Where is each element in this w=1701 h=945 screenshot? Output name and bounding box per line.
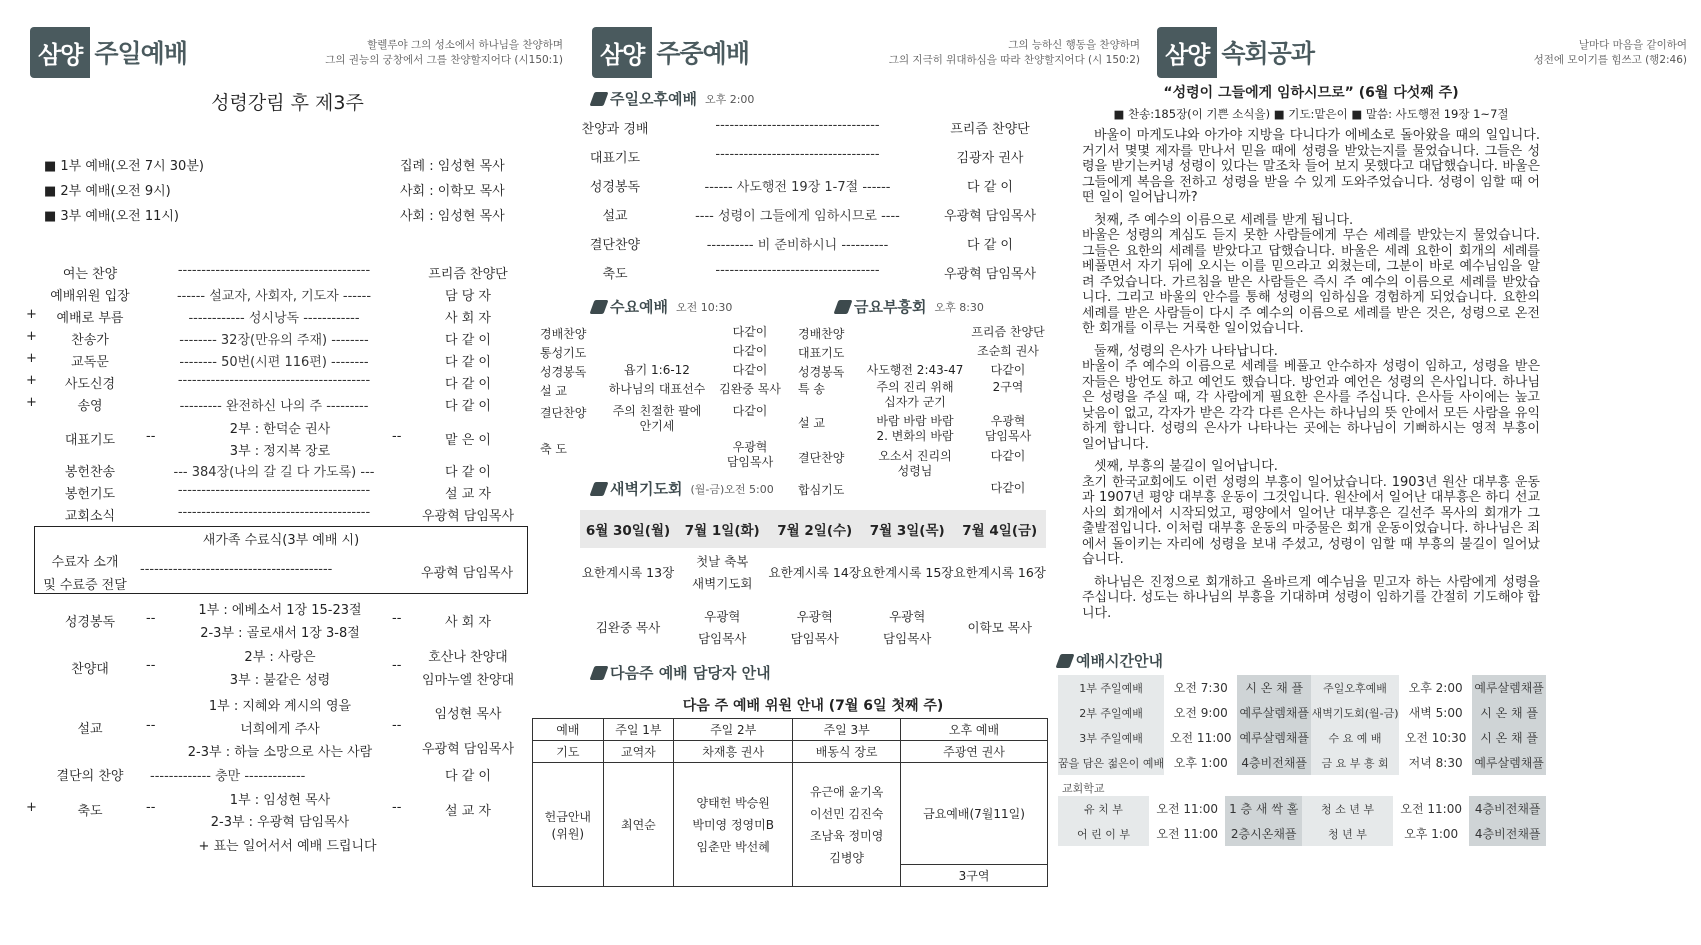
box-item: 및 수료증 전달 <box>43 578 127 593</box>
order-detail: ------------ 성시낭독 ------------ <box>188 311 360 326</box>
dash: -- <box>146 429 156 444</box>
dawn-prayer-table <box>580 510 1046 658</box>
order-who: 임성현 목사 <box>434 707 502 722</box>
order-item: 결단찬양 <box>540 406 587 420</box>
prayer-cell: 기도 <box>533 741 604 763</box>
order-item: 찬양대 <box>71 662 109 677</box>
schedule-cell: 2부 주일예배 <box>1058 700 1164 725</box>
stand-mark: + <box>26 395 37 410</box>
dawn-leader: 김완중 목사 <box>595 620 661 635</box>
logo <box>30 26 187 78</box>
logo-title: 속회공과 <box>1221 39 1314 68</box>
order-item: 사도신경 <box>64 377 116 392</box>
table-header: 오후 예배 <box>901 719 1048 741</box>
order-detail: ------ 설교자, 사회자, 기도자 ------ <box>176 289 372 304</box>
schedule-cell: 오후 2:00 <box>1408 681 1463 695</box>
dash: -- <box>146 611 156 626</box>
order-detail: 너희에게 주사 <box>240 722 320 737</box>
logo <box>592 26 749 78</box>
service-leader: 사회 : 이학모 목사 <box>400 184 505 199</box>
lesson-paragraph: 셋째, 부흥의 불길이 일어납니다. 초기 한국교회에도 이런 성령의 부흥이 일어났습니다. 1903년 원산 대부흥 운동과 1907년 평양 대부흥 운동이 그것입니다. 원산에서 일어난 대부흥은 하디 선교사의 회개에서 시작되었고, 평양에서 일어난 대부흥은 길선주 목사의 회개가 그 출발점입니다. 이처럼 대부흥 운동의 마중물은 회개 운동이었습니다. 하나님은 죄에서 돌이키는 자리에 성령을 보내 주셨고, 성령이 임할 때 부흥의 불길이 일어났습니다. <box>1082 459 1540 567</box>
schedule-cell: 시 온 채 플 <box>1237 675 1311 700</box>
section-icon <box>1055 654 1074 668</box>
next-week-table <box>532 718 1048 887</box>
order-item: 설교 <box>77 722 103 737</box>
order-item: 특 송 <box>798 382 825 396</box>
dawn-day: 7월 4일(금) <box>953 510 1046 548</box>
order-who: 조순희 권사 <box>977 344 1039 358</box>
order-item: 찬송가 <box>71 333 109 348</box>
next-week-title: 다음 주 예배 위원 안내 (7월 6일 첫째 주) <box>682 698 944 714</box>
order-item: 봉헌찬송 <box>64 465 116 480</box>
page-title: 성령강림 후 제3주 <box>211 92 364 114</box>
order-detail: 2-3부 : 골로새서 1장 3-8절 <box>200 626 360 641</box>
schedule-cell: 오전 11:00 <box>1156 827 1219 841</box>
order-item: 설 교 <box>798 416 825 430</box>
box-who: 우광혁 담임목사 <box>420 566 514 581</box>
box-title: 새가족 수료식(3부 예배 시) <box>202 533 360 548</box>
order-item: 예배로 부름 <box>56 311 124 326</box>
schedule-cell: 2층시온채플 <box>1225 821 1302 846</box>
section-wednesday: 수요예배 오전 10:30 <box>592 296 732 317</box>
schedule-cell: 시 온 채 플 <box>1472 700 1546 725</box>
order-who: 맡 은 이 <box>445 433 491 448</box>
order-who: 우광혁 담임목사 <box>943 267 1037 282</box>
order-detail: 바람 바람 바람 2. 변화의 바람 <box>876 414 954 443</box>
stand-note: + 표는 일어서서 예배 드립니다 <box>198 839 377 854</box>
order-item: 결단의 찬양 <box>56 769 124 784</box>
prayer-cell: 교역자 <box>603 741 673 763</box>
schedule-cell: 꿈을 담은 젊은이 예배 <box>1058 750 1164 775</box>
order-who: 우광혁 담임목사 <box>421 742 515 757</box>
order-who: 다 같 이 <box>445 355 491 370</box>
stand-mark: + <box>26 329 37 344</box>
header <box>592 26 1140 80</box>
schedule-cell: 4층비전채플 <box>1469 796 1546 821</box>
order-detail: 주의 친절한 팔에 안기세 <box>612 404 702 433</box>
order-detail: ----------------------------------------- <box>177 373 371 388</box>
order-detail: 욥기 1:6-12 <box>624 363 690 377</box>
lesson-paragraph: 바울이 마게도냐와 아가야 지방을 다니다가 에베소로 돌아왔을 때의 일입니다. 거기서 몇몇 제자를 만나서 믿을 때에 성령을 받았는지를 물었습니다. 그들은 성령을 받기는커녕 성령이 있다는 말조차 들어 보지 못했다고 대답했습니다. 바울은 그들에게 복음을 전하고 성령을 받을 수 있게 도와주었습니다. 성령이 임할 때 어떤 일이 일어납니까? <box>1082 128 1540 205</box>
schedule-cell: 어 린 이 부 <box>1058 821 1149 846</box>
service-leader: 집례 : 임성현 목사 <box>400 159 505 174</box>
dawn-leader: 우광혁 담임목사 <box>883 609 932 646</box>
schedule-cell: 시 온 채 플 <box>1472 725 1546 750</box>
section-next-week: 다음주 예배 담당자 안내 <box>592 662 771 683</box>
logo-title: 주중예배 <box>656 39 749 68</box>
order-detail: ---------- 비 준비하시니 ---------- <box>706 238 889 253</box>
dawn-day: 7월 3일(목) <box>861 510 953 548</box>
order-item: 축도 <box>602 267 628 282</box>
dash: -- <box>146 800 156 815</box>
order-detail: 사도행전 2:43-47 <box>866 363 964 377</box>
order-detail: 2-3부 : 우광혁 담임목사 <box>210 815 350 830</box>
box-dash: ----------------------------------------- <box>140 562 333 577</box>
section-icon <box>589 92 608 106</box>
order-who: 프리즘 찬양단 <box>950 122 1030 137</box>
order-item: 결단찬양 <box>589 238 641 253</box>
stand-mark: + <box>26 307 37 322</box>
stand-mark: + <box>26 800 37 815</box>
lesson-paragraph: 둘째, 성령의 은사가 나타납니다. 바울이 주 예수의 이름으로 세례를 베풀고 안수하자 성령이 임하고, 성령을 받은 자들은 방언도 하고 예언도 했습니다. 방언과 예언은 성령의 은사입니다. 하나님은 성령을 주실 때, 각 사람에게 필요한 은사를 주십니다. 은사들 사이에는 높고 낮음이 없고, 각자가 받은 각각 다른 은사는 하나님의 뜻 안에서 모든 사람을 유익하게 합니다. 성령의 은사가 나타나는 곳에는 하나님이 기뻐하시는 영적 부흥이 일어납니다. <box>1082 343 1540 452</box>
order-detail: 2부 : 사랑은 <box>244 650 316 665</box>
school-table <box>1058 796 1546 846</box>
service-time: ■ 3부 예배(오전 11시) <box>44 209 179 224</box>
order-who: 다같이 <box>990 449 1026 463</box>
dawn-text: 첫날 축복 새벽기도회 <box>692 554 753 591</box>
order-who: 우광혁 담임목사 <box>984 414 1032 443</box>
dash: -- <box>392 429 402 444</box>
dash: -- <box>392 658 402 673</box>
order-detail: ----------------------------------- <box>715 263 880 278</box>
dawn-day: 7월 2일(수) <box>768 510 860 548</box>
weekday-worship-column <box>540 0 1140 945</box>
schedule-cell: 1 층 새 싹 홀 <box>1225 796 1302 821</box>
schedule-cell: 예루살렘채플 <box>1237 700 1311 725</box>
schedule-cell: 예루살렘채플 <box>1472 750 1546 775</box>
dawn-leader: 우광혁 담임목사 <box>698 609 747 646</box>
schedule-row <box>1058 750 1546 775</box>
schedule-cell: 3부 주일예배 <box>1058 725 1164 750</box>
schedule-cell: 1부 주일예배 <box>1058 675 1164 700</box>
order-who: 우광혁 담임목사 <box>726 440 774 469</box>
section-schedule: 예배시간안내 <box>1058 650 1163 671</box>
order-who: 2구역 <box>992 380 1024 394</box>
order-detail: 주의 진리 위해 십자가 군기 <box>876 380 954 409</box>
schedule-row <box>1058 725 1546 750</box>
lesson-meta: ■ 찬송:185장(이 기쁜 소식을) ■ 기도:맡은이 ■ 말씀: 사도행전 19장 1~7절 <box>1113 107 1509 121</box>
order-item: 경배찬양 <box>798 327 845 341</box>
order-item: 결단찬양 <box>798 451 845 465</box>
order-who: 다같이 <box>732 404 768 418</box>
dash: -- <box>146 718 156 733</box>
section-dawn: 새벽기도회 (월-금)오전 5:00 <box>592 478 774 499</box>
usher-4b: 3구역 <box>901 865 1048 887</box>
school-label: 교회학교 <box>1062 782 1105 795</box>
order-who: 다같이 <box>990 363 1026 377</box>
schedule-cell: 저녁 8:30 <box>1408 756 1463 770</box>
order-detail: 3부 : 정지복 장로 <box>229 444 331 459</box>
logo-samyang: 삼양 <box>30 27 90 78</box>
order-item: 송영 <box>77 399 103 414</box>
order-item: 대표기도 <box>798 346 845 360</box>
order-detail: ----------------------------------------- <box>177 263 371 278</box>
order-detail: ----------------------------------------- <box>177 505 371 520</box>
order-detail: --- 384장(나의 갈 길 다 가도록) --- <box>173 465 375 480</box>
section-friday: 금요부흥회 오후 8:30 <box>836 296 984 317</box>
schedule-cell: 청 소 년 부 <box>1302 796 1393 821</box>
table-header: 주일 1부 <box>603 719 673 741</box>
prayer-cell: 배동식 장로 <box>793 741 901 763</box>
order-item: 경배찬양 <box>540 327 587 341</box>
dawn-leader: 이학모 목사 <box>967 620 1032 635</box>
logo-samyang: 삼양 <box>1157 27 1217 78</box>
schedule-cell: 오전 7:30 <box>1173 681 1228 695</box>
order-item: 성경봉독 <box>540 365 587 379</box>
order-who: 다같이 <box>732 344 768 358</box>
section-icon <box>589 482 608 496</box>
order-detail: 2-3부 : 하늘 소망으로 사는 사람 <box>187 745 373 760</box>
schedule-cell: 새벽 5:00 <box>1408 706 1463 720</box>
dawn-text: 요한계시록 15장 <box>861 565 954 580</box>
schedule-cell: 오전 11:00 <box>1169 731 1232 745</box>
order-who: 다 같 이 <box>445 399 491 414</box>
order-who: 다 같 이 <box>445 377 491 392</box>
order-item: 봉헌기도 <box>64 487 116 502</box>
dash: -- <box>146 658 156 673</box>
service-time: ■ 2부 예배(오전 9시) <box>44 184 171 199</box>
dash: -- <box>392 611 402 626</box>
schedule-cell: 청 년 부 <box>1302 821 1393 846</box>
order-who: 다 같 이 <box>445 769 491 784</box>
schedule-row <box>1058 821 1546 846</box>
logo-title: 주일예배 <box>94 39 187 68</box>
table-header: 주일 2부 <box>674 719 793 741</box>
usher-4a: 금요예배(7월11일) <box>901 763 1048 865</box>
order-who: 설 교 자 <box>445 487 491 502</box>
section-afternoon: 주일오후예배 오후 2:00 <box>592 88 754 109</box>
order-detail: -------- 50번(시편 116편) -------- <box>179 355 369 370</box>
order-item: 축 도 <box>540 442 567 456</box>
order-detail: ----------------------------------- <box>715 147 880 162</box>
schedule-cell: 오후 1:00 <box>1404 827 1459 841</box>
sunday-worship-column <box>0 0 575 945</box>
usher-label: 헌금안내 (위원) <box>533 763 604 887</box>
order-who: 사 회 자 <box>445 311 491 326</box>
stand-mark: + <box>26 373 37 388</box>
stand-mark: + <box>26 351 37 366</box>
schedule-cell: 예루살렘채플 <box>1237 725 1311 750</box>
header-verse: 할렐루야 그의 성소에서 하나님을 찬양하며 그의 권능의 궁창에서 그를 찬양할지어다 (시150:1) <box>325 39 563 66</box>
order-detail: ----------------------------------------- <box>177 483 371 498</box>
logo-samyang: 삼양 <box>592 27 652 78</box>
order-who: 다 같 이 <box>967 180 1013 195</box>
order-item: 통성기도 <box>540 346 587 360</box>
schedule-cell: 4층비전채플 <box>1469 821 1546 846</box>
order-detail: ----------------------------------- <box>715 118 880 133</box>
dash: -- <box>392 800 402 815</box>
order-who: 사 회 자 <box>445 615 491 630</box>
order-who: 우광혁 담임목사 <box>421 509 515 524</box>
header-verse: 그의 능하신 행동을 찬양하며 그의 지극히 위대하심을 따라 찬양할지어다 (시 150:2) <box>888 39 1140 66</box>
order-item: 찬양과 경배 <box>581 122 649 137</box>
order-who: 다 같 이 <box>445 465 491 480</box>
prayer-cell: 차재흥 권사 <box>674 741 793 763</box>
schedule-row <box>1058 796 1546 821</box>
table-header: 예배 <box>533 719 604 741</box>
schedule-cell: 주일오후예배 <box>1311 675 1399 700</box>
dawn-leader: 우광혁 담임목사 <box>790 609 839 646</box>
order-detail: 3부 : 불같은 성령 <box>229 673 331 688</box>
order-item: 합심기도 <box>798 483 845 497</box>
order-item: 대표기도 <box>64 433 116 448</box>
order-who: 다 같 이 <box>445 333 491 348</box>
service-leader: 사회 : 임성현 목사 <box>400 209 505 224</box>
header-verse: 날마다 마음을 같이하여 성전에 모이기를 힘쓰고 (행2:46) <box>1533 39 1687 66</box>
order-who: 호산나 찬양대 <box>428 650 508 665</box>
order-who: 프리즘 찬양단 <box>971 325 1045 339</box>
order-who: 김완중 목사 <box>719 382 781 396</box>
order-detail: 1부 : 임성현 목사 <box>229 793 331 808</box>
prayer-cell: 주광연 권사 <box>901 741 1048 763</box>
order-detail: 1부 : 지혜와 계시의 영을 <box>208 699 352 714</box>
order-item: 설교 <box>602 209 628 224</box>
usher-3: 유근애 윤기옥 이선민 김진숙 조남육 정미영 김병양 <box>793 763 901 887</box>
order-detail: ------ 사도행전 19장 1-7절 ------ <box>704 180 891 195</box>
schedule-cell: 새벽기도회(월-금) <box>1311 700 1399 725</box>
order-item: 축도 <box>77 804 103 819</box>
schedule-cell: 금 요 부 흥 회 <box>1311 750 1399 775</box>
order-item: 성경봉독 <box>589 180 641 195</box>
order-detail: ---- 성령이 그들에게 임하시므로 ---- <box>695 209 900 224</box>
section-icon <box>833 300 852 314</box>
schedule-cell: 오전 11:00 <box>1156 802 1219 816</box>
usher-1: 최연순 <box>603 763 673 887</box>
order-item: 성경봉독 <box>798 365 845 379</box>
order-who: 다같이 <box>732 325 768 339</box>
order-who: 임마누엘 찬양대 <box>421 673 515 688</box>
schedule-table <box>1058 675 1546 775</box>
schedule-cell: 오전 11:00 <box>1400 802 1462 816</box>
order-who: 다같이 <box>990 481 1026 495</box>
order-item: 교회소식 <box>64 509 116 524</box>
logo <box>1157 26 1314 78</box>
header <box>1157 26 1687 80</box>
lesson-title: “성령이 그들에게 임하시므로” (6월 다섯째 주) <box>1163 85 1459 101</box>
dawn-text: 요한계시록 14장 <box>768 565 861 580</box>
order-who: 김광자 권사 <box>956 151 1024 166</box>
schedule-cell: 오전 9:00 <box>1173 706 1228 720</box>
order-item: 설 교 <box>540 384 567 398</box>
order-who: 담 당 자 <box>445 289 491 304</box>
dawn-day: 7월 1일(화) <box>676 510 768 548</box>
dawn-text: 요한계시록 16장 <box>953 565 1046 580</box>
schedule-cell: 오후 1:00 <box>1173 756 1228 770</box>
schedule-cell: 오전 10:30 <box>1404 731 1467 745</box>
table-header: 주일 3부 <box>793 719 901 741</box>
schedule-cell: 4층비전채플 <box>1237 750 1311 775</box>
service-time: ■ 1부 예배(오전 7시 30분) <box>44 159 204 174</box>
dash: -- <box>392 718 402 733</box>
order-who: 다같이 <box>732 363 768 377</box>
order-who: 프리즘 찬양단 <box>428 267 508 282</box>
order-item: 여는 찬양 <box>62 267 118 282</box>
order-item: 성경봉독 <box>64 615 116 630</box>
order-detail: 하나님의 대표선수 <box>608 382 706 396</box>
schedule-cell: 예루살렘채플 <box>1472 675 1546 700</box>
schedule-row <box>1058 675 1546 700</box>
order-detail: 2부 : 한덕순 권사 <box>229 422 331 437</box>
order-detail: 오소서 진리의 성령님 <box>878 449 952 478</box>
schedule-cell: 수 요 예 배 <box>1311 725 1399 750</box>
order-who: 우광혁 담임목사 <box>943 209 1037 224</box>
lesson-paragraph: 첫째, 주 예수의 이름으로 세례를 받게 됩니다. 바울은 성령의 계심도 듣지 못한 사람들에게 무슨 세례를 받았는지 물었습니다. 그들은 요한의 세례를 받았다고 답했습니다. 바울은 세례 요한이 회개의 세례를 베풀면서 자기 뒤에 오시는 이를 믿으라고 외쳤는데, 그분이 바로 예수님임을 알려 주었습니다. 가르침을 받은 사람들은 즉시 주 예수의 이름으로 세례를 받았습니다. 그리고 바울의 안수를 통해 성령의 임하심을 경험하게 되었습니다. 요한의 세례를 받은 사람들이 다시 주 예수의 이름으로 세례를 받은 것은, 성령으로 온전한 회개를 이루는 거룩한 일이었습니다. <box>1082 212 1540 336</box>
dawn-text: 요한계시록 13장 <box>581 565 675 580</box>
order-item: 예배위원 입장 <box>50 289 130 304</box>
order-detail: --------- 완전하신 나의 주 --------- <box>179 399 369 414</box>
section-icon <box>589 666 608 680</box>
header <box>30 26 563 80</box>
order-who: 설 교 자 <box>445 804 491 819</box>
lesson-paragraph: 하나님은 진정으로 회개하고 올바르게 예수님을 믿고자 하는 사람에게 성령을 주십니다. 성도는 하나님의 부흥을 기대하며 성령이 임하기를 간절히 기도해야 합니다. <box>1082 574 1540 621</box>
dawn-day: 6월 30일(월) <box>580 510 676 548</box>
lesson-body <box>1082 128 1540 628</box>
order-who: 다 같 이 <box>967 238 1013 253</box>
usher-2: 양태헌 박승원 박미영 정영미B 임춘만 박선혜 <box>674 763 793 887</box>
order-detail: 1부 : 에베소서 1장 15-23절 <box>198 603 362 618</box>
order-item: 대표기도 <box>589 151 641 166</box>
order-detail: ------------- 충만 ------------- <box>150 769 306 784</box>
schedule-cell: 유 치 부 <box>1058 796 1149 821</box>
section-icon <box>589 300 608 314</box>
order-detail: -------- 32장(만유의 주재) -------- <box>179 333 369 348</box>
order-item: 교독문 <box>71 355 109 370</box>
schedule-row <box>1058 700 1546 725</box>
box-item: 수료자 소개 <box>51 555 119 570</box>
